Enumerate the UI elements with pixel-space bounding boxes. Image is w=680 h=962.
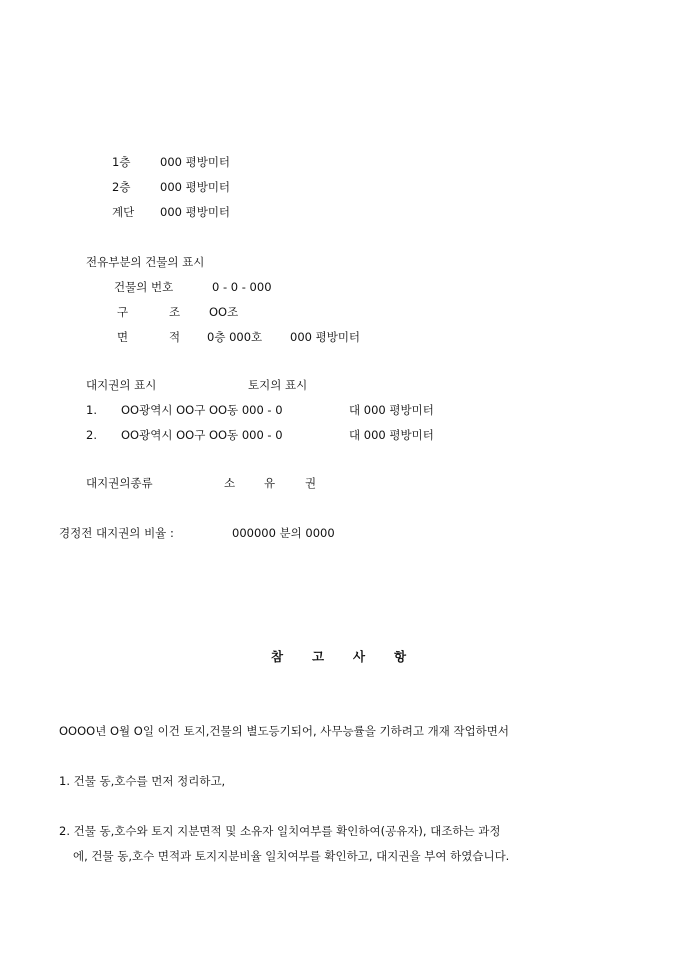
- land-row-1-address: OO광역시 OO구 OO동 000 - 0: [121, 403, 283, 417]
- building-number-value: 0 - 0 - 000: [212, 280, 272, 294]
- reference-item-2-line-2: 에, 건물 동,호수 면적과 토지지분비율 일치여부를 확인하고, 대지권을 부여 하였습니다.: [73, 849, 510, 863]
- stairs-area: 000 평방미터: [160, 205, 231, 219]
- structure-label-1: 구: [117, 305, 129, 319]
- structure-label-2: 조: [169, 305, 181, 319]
- ratio-value: 000000 분의 0000: [232, 526, 335, 540]
- land-row-1-use: 대 000 평방미터: [349, 403, 434, 417]
- reference-title-char-1: 참: [271, 649, 284, 664]
- reference-title-char-3: 사: [353, 649, 366, 664]
- land-right-type-2: 유: [264, 476, 276, 490]
- land-row-2-address: OO광역시 OO구 OO동 000 - 0: [121, 428, 283, 442]
- reference-title-char-4: 항: [394, 649, 407, 664]
- land-row-2-num: 2.: [86, 428, 97, 442]
- reference-item-2-line-1: 2. 건물 동,호수와 토지 지분면적 및 소유자 일치여부를 확인하여(공유자), 대조하는 과정: [59, 824, 501, 838]
- exclusive-title: 전유부분의 건물의 표시: [86, 255, 205, 269]
- area-label-1: 면: [117, 330, 129, 344]
- land-right-title: 대지권의 표시: [86, 378, 157, 392]
- land-right-type-label: 대지권의종류: [86, 476, 153, 490]
- area-label-2: 적: [169, 330, 181, 344]
- land-title: 토지의 표시: [248, 378, 308, 392]
- reference-item-1: 1. 건물 동,호수를 먼저 정리하고,: [59, 774, 226, 788]
- reference-intro: OOOO년 O월 O일 이건 토지,건물의 별도등기되어, 사무능률을 기하려고 개재 작업하면서: [59, 724, 510, 738]
- land-right-type-1: 소: [224, 476, 236, 490]
- land-right-type-3: 권: [305, 476, 317, 490]
- floor-2-label: 2층: [112, 180, 131, 194]
- stairs-label: 계단: [112, 205, 135, 219]
- area-value: 000 평방미터: [290, 330, 361, 344]
- floor-2-area: 000 평방미터: [160, 180, 231, 194]
- ratio-label: 경정전 대지권의 비율 :: [59, 526, 174, 540]
- structure-value: OO조: [209, 305, 239, 319]
- land-row-1-num: 1.: [86, 403, 97, 417]
- floor-1-area: 000 평방미터: [160, 155, 231, 169]
- land-row-2-use: 대 000 평방미터: [349, 428, 434, 442]
- floor-1-label: 1층: [112, 155, 131, 169]
- building-number-label: 건물의 번호: [114, 280, 174, 294]
- reference-title-char-2: 고: [312, 649, 325, 664]
- area-floor: 0층 000호: [207, 330, 263, 344]
